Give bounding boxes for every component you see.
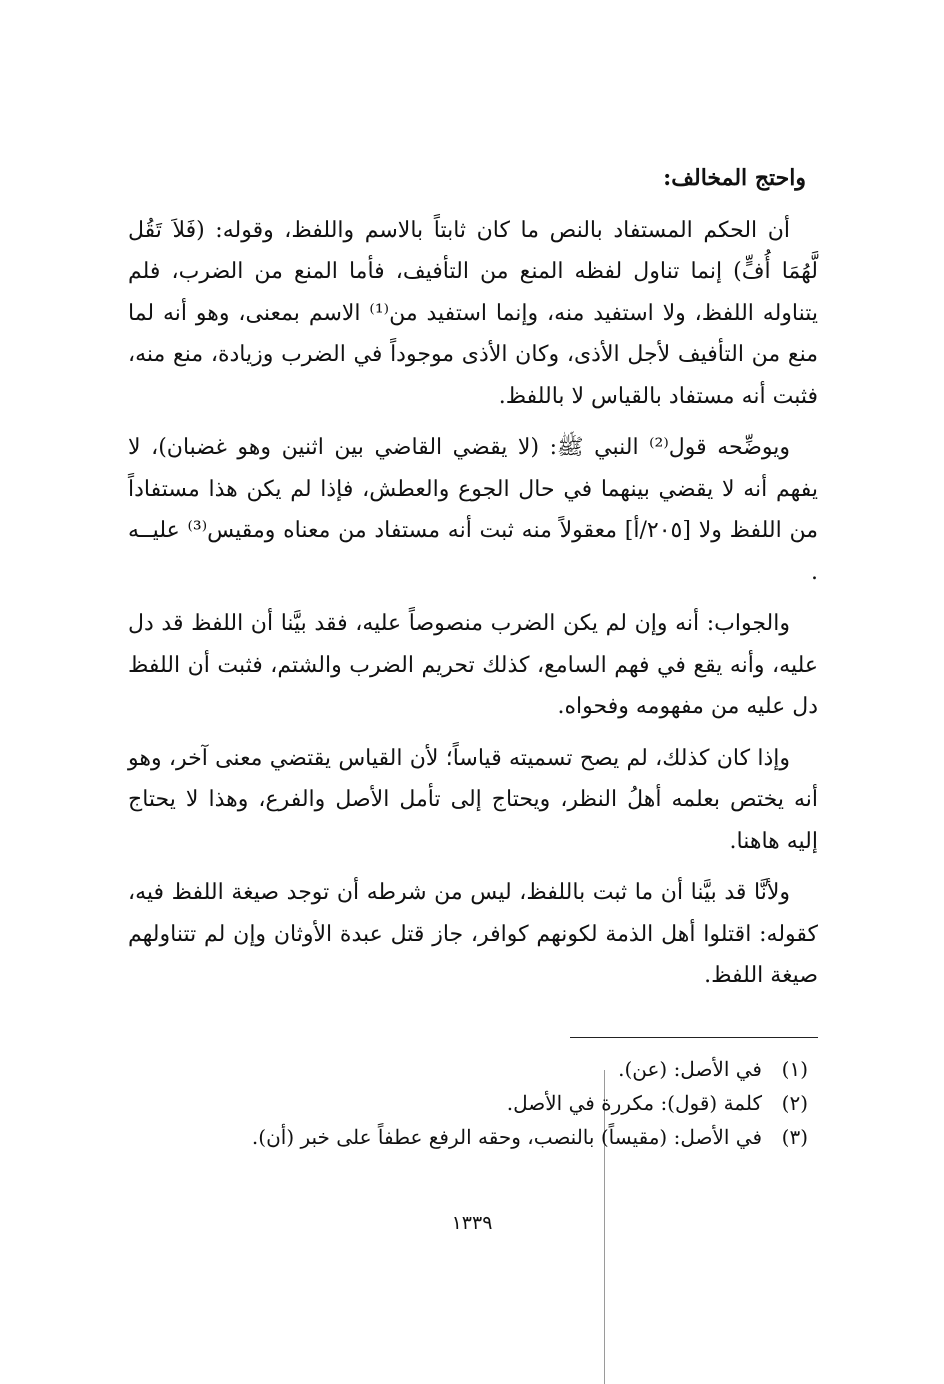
paragraph-3: والجواب: أنه وإن لم يكن الضرب منصوصاً عليه، فقد بيَّنا أن اللفظ قد دل عليه، وأنه يقع في فهم السامع، كذلك تحريم الضرب والشتم، فثبت أن اللفظ دل عليه من مفهومه وفحواه. [128, 611, 818, 719]
footnote-3 [128, 1120, 808, 1154]
main-text-block [128, 158, 818, 1007]
footnote-number: (٢) [781, 1091, 808, 1115]
footnote-text: في الأصل: (مقيساً) بالنصب، وحقه الرفع عطفاً على خبر (أن). [251, 1125, 762, 1149]
paragraph-1: أن الحكم المستفاد بالنص ما كان ثابتاً بالاسم واللفظ، وقوله: (فَلاَ تَقُل لَّهُمَا أُفٍّ) إنما تناول لفظه المنع من التأفيف، فأما المنع من الضرب، فلم يتناوله اللفظ، ولا استفيد منه، وإنما استفيد من⁽¹⁾ الاسم بمعنى، وهو أنه لما منع من التأفيف لأجل الأذى، وكان الأذى موجوداً في الضرب وزيادة، منع منه، فثبت أنه مستفاد بالقياس لا باللفظ. [128, 217, 818, 409]
footnote-text: في الأصل: (عن). [618, 1057, 762, 1081]
footnote-number: (٣) [781, 1125, 808, 1149]
footnotes-block [128, 1052, 808, 1154]
footnote-separator [570, 1037, 818, 1038]
footnote-number: (١) [781, 1057, 808, 1081]
page-number: ١٣٣٩ [451, 1212, 493, 1234]
footnote-2 [128, 1086, 808, 1120]
paragraph-5: ولأنَّا قد بيَّنا أن ما ثبت باللفظ، ليس من شرطه أن توجد صيغة اللفظ فيه، كقوله: اقتلوا أهل الذمة لكونهم كوافر، جاز قتل عبدة الأوثان وإن لم تتناولهم صيغة اللفظ. [128, 880, 818, 988]
paragraph-4: وإذا كان كذلك، لم يصح تسميته قياساً؛ لأن القياس يقتضي معنى آخر، وهو أنه يختص بعلمه أهلُ النظر، ويحتاج إلى تأمل الأصل والفرع، وهذا لا يحتاج إليه هاهنا. [128, 745, 818, 854]
footnote-text: كلمة (قول): مكررة في الأصل. [506, 1091, 762, 1115]
paragraph-2: ويوضِّحه قول⁽²⁾ النبي ﷺ: (لا يقضي القاضي بين اثنين وهو غضبان)، لا يفهم أنه لا يقضي بينهما في حال الجوع والعطش، فإذا لم يكن هذا مستفاداً من اللفظ ولا [٢٠٥/أ] معقولاً منه ثبت أنه مستفاد من معناه ومقيس⁽³⁾ عليــه . [128, 435, 818, 585]
section-heading: واحتج المخالف: [663, 165, 806, 191]
footnote-1 [128, 1052, 808, 1086]
